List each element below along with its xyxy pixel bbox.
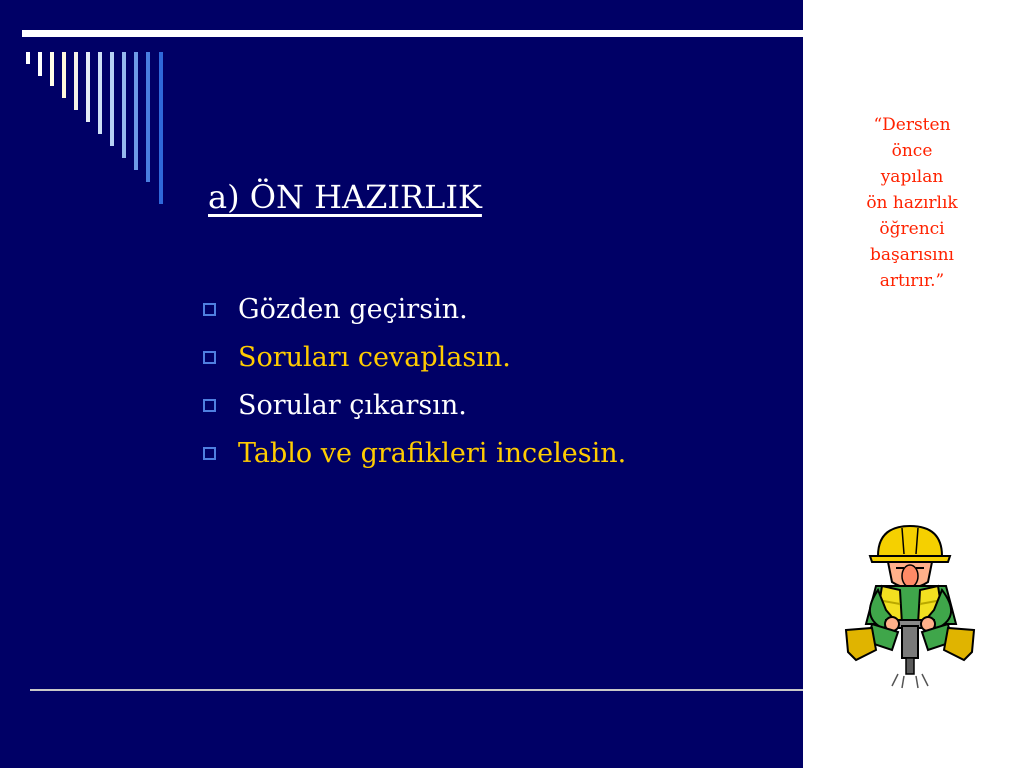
stripe — [134, 52, 138, 170]
bullet-text: Tablo ve grafikleri incelesin. — [238, 438, 627, 469]
sidebar-quote — [848, 112, 976, 294]
stripe — [74, 52, 78, 110]
list-item — [203, 334, 626, 382]
bullet-text: Gözden geçirsin. — [238, 294, 468, 325]
square-bullet-icon — [203, 447, 216, 460]
quote-line: artırır.” — [879, 271, 945, 291]
stripe — [86, 52, 90, 122]
stripe — [146, 52, 150, 182]
bullet-text: Sorular çıkarsın. — [238, 390, 467, 421]
stripe — [50, 52, 54, 86]
list-item — [203, 430, 626, 478]
quote-line: “Dersten — [873, 115, 951, 135]
bottom-divider-line — [30, 689, 803, 691]
stripe — [122, 52, 126, 158]
top-divider-line — [22, 30, 803, 37]
stripe — [62, 52, 66, 98]
stripe — [26, 52, 30, 64]
quote-line: yapılan — [880, 167, 944, 187]
list-item — [203, 382, 626, 430]
quote-line: başarısını — [870, 245, 954, 265]
quote-line: öğrenci — [879, 219, 945, 239]
square-bullet-icon — [203, 399, 216, 412]
stripe — [38, 52, 42, 76]
stripe — [110, 52, 114, 146]
stripe — [98, 52, 102, 134]
square-bullet-icon — [203, 351, 216, 364]
square-bullet-icon — [203, 303, 216, 316]
bullet-text: Soruları cevaplasın. — [238, 342, 511, 373]
bullet-list — [203, 286, 626, 478]
stripe — [159, 52, 163, 204]
list-item — [203, 286, 626, 334]
construction-worker-jackhammer-icon — [842, 520, 982, 690]
quote-line: önce — [891, 141, 933, 161]
quote-line: ön hazırlık — [866, 193, 958, 213]
slide-title: a) ÖN HAZIRLIK — [208, 178, 482, 216]
